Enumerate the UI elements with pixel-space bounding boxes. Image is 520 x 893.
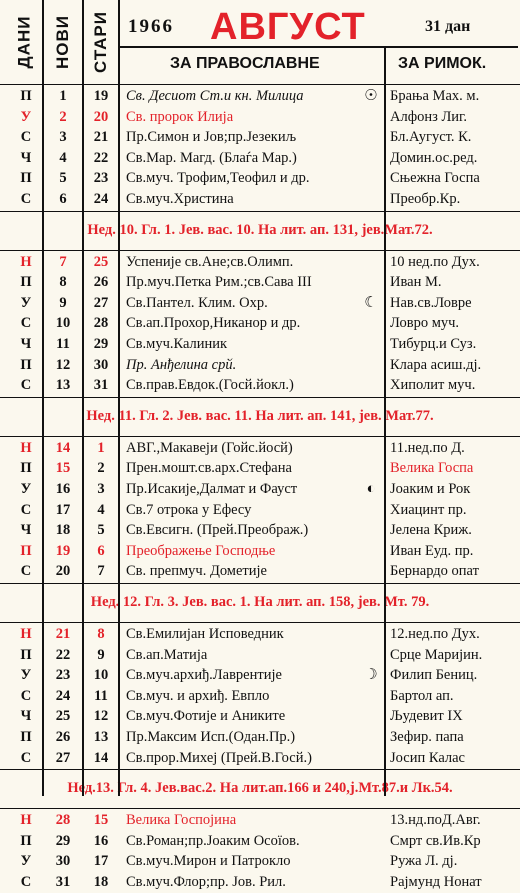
calendar-day-row <box>0 127 520 148</box>
orthodox-feast-cell: Св.Мар. Магд. (Блаѓа Мар.) <box>126 149 297 166</box>
new-date-cell: 27 <box>55 749 71 766</box>
header-divider <box>118 46 518 48</box>
orthodox-feast-cell: Св.муч. и архиђ. Евпло <box>126 687 270 704</box>
catholic-column-title: ЗА РИМОК. <box>398 55 487 72</box>
new-date-cell: 2 <box>59 108 67 125</box>
weekday-cell: П <box>20 832 32 849</box>
weekday-cell: У <box>20 108 32 125</box>
catholic-feast-cell: Ловро муч. <box>390 315 460 332</box>
catholic-feast-cell: Јоаким и Рок <box>390 480 471 497</box>
sunday-reading-line: Нед. 10. Гл. 1. Јев. вас. 10. На лит. ап. 131, јев.Мат.72. <box>87 221 433 238</box>
column-divider-orthodox <box>384 46 386 796</box>
week-top-rule <box>0 808 520 809</box>
weekday-cell: П <box>20 728 32 745</box>
catholic-feast-cell: Рајмунд Нонат <box>390 873 482 890</box>
week-block <box>0 810 520 892</box>
catholic-feast-cell: Домин.ос.ред. <box>390 149 478 166</box>
old-date-cell: 11 <box>94 687 108 704</box>
old-date-cell: 6 <box>97 542 105 559</box>
catholic-feast-cell: Клара асиш.дј. <box>390 356 482 373</box>
catholic-feast-cell: Смрт св.Ив.Кр <box>390 832 481 849</box>
orthodox-feast-cell: Св.Емилијан Исповедник <box>126 626 284 642</box>
old-date-cell: 7 <box>97 563 105 580</box>
new-date-cell: 7 <box>59 253 67 270</box>
new-date-cell: 12 <box>55 356 71 373</box>
weekday-cell: Н <box>20 253 32 270</box>
orthodox-feast-cell: Св.прор.Михеј (Прей.В.Госй.) <box>126 749 312 766</box>
orthodox-feast-cell: Св.муч.архиђ.Лаврентије <box>126 667 282 684</box>
weekday-cell: С <box>20 563 32 580</box>
catholic-feast-cell: Јосип Калас <box>390 749 465 766</box>
calendar-day-row <box>0 851 520 872</box>
old-date-cell: 26 <box>93 274 109 291</box>
calendar-day-row <box>0 810 520 831</box>
weekday-cell: П <box>20 274 32 291</box>
orthodox-column-title: ЗА ПРАВОСЛАВНЕ <box>170 55 320 72</box>
calendar-day-row <box>0 334 520 355</box>
old-date-cell: 28 <box>93 315 109 332</box>
weekday-cell: П <box>20 356 32 373</box>
catholic-feast-cell: Преобр.Кр. <box>390 190 461 207</box>
orthodox-feast-cell: Св.7 отрока у Ефесу <box>126 501 252 518</box>
orthodox-feast-cell: Св.муч.Мирон и Патрокло <box>126 853 291 870</box>
weekday-column-label: ДАНИ <box>14 15 34 69</box>
old-date-cell: 21 <box>93 129 109 146</box>
calendar-day-row <box>0 293 520 314</box>
moon-phase-icon: ☉ <box>364 88 378 104</box>
weekday-cell: С <box>20 129 32 146</box>
weekday-cell: С <box>20 315 32 332</box>
catholic-feast-cell: 10 нед.по Дух. <box>390 253 480 270</box>
week-top-rule <box>0 622 520 623</box>
old-date-cell: 12 <box>93 708 109 725</box>
weekday-cell: Н <box>20 626 32 642</box>
old-date-cell: 31 <box>93 377 109 394</box>
orthodox-feast-cell: Св.ап.Матија <box>126 646 208 663</box>
calendar-day-row <box>0 272 520 293</box>
weekday-cell: Н <box>20 812 32 829</box>
new-date-cell: 11 <box>56 335 70 352</box>
calendar-day-row <box>0 458 520 479</box>
calendar-day-row <box>0 665 520 686</box>
orthodox-feast-cell: Св. препмуч. Дометије <box>126 563 267 580</box>
calendar-day-row <box>0 831 520 852</box>
old-date-cell: 18 <box>93 873 109 890</box>
weekday-column-header <box>4 2 44 82</box>
orthodox-feast-cell: Св.муч.Христина <box>126 190 234 207</box>
new-date-cell: 5 <box>59 170 67 187</box>
new-calendar-column-header <box>44 2 82 82</box>
catholic-feast-cell: Иван М. <box>390 274 442 291</box>
weekday-cell: П <box>20 646 32 663</box>
weekday-cell: Ч <box>20 522 32 539</box>
orthodox-feast-cell: Св.Евсигн. (Прей.Преображ.) <box>126 522 309 539</box>
sunday-reading-line: Нед. 11. Гл. 2. Јев. вас. 11. На лит. ап. 141, јев. Мат.77. <box>86 407 434 424</box>
old-date-cell: 3 <box>97 480 105 497</box>
orthodox-feast-cell: Св.Роман;пр.Јоаким Осоїов. <box>126 832 300 849</box>
week-top-rule <box>0 250 520 251</box>
catholic-feast-cell: Тибурц.и Суз. <box>390 335 477 352</box>
old-date-cell: 1 <box>97 439 105 456</box>
new-date-cell: 3 <box>59 129 67 146</box>
old-date-cell: 4 <box>97 501 105 518</box>
new-date-cell: 6 <box>59 190 67 207</box>
catholic-feast-cell: Нав.св.Ловре <box>390 294 472 311</box>
new-calendar-column-label: НОВИ <box>53 15 72 69</box>
old-date-cell: 5 <box>97 522 105 539</box>
weekday-cell: Ч <box>20 149 32 166</box>
calendar-day-row <box>0 168 520 189</box>
moon-phase-icon: ☾ <box>364 294 378 311</box>
new-date-cell: 23 <box>55 667 71 684</box>
old-date-cell: 9 <box>97 646 105 663</box>
week-top-rule <box>0 84 520 85</box>
catholic-feast-cell: Срце Маријин. <box>390 646 483 663</box>
orthodox-feast-cell: Пр. Анђелина срй. <box>126 356 237 373</box>
new-date-cell: 19 <box>55 542 71 559</box>
catholic-feast-cell: Бартол ап. <box>390 687 454 704</box>
weekday-cell: С <box>20 749 32 766</box>
new-date-cell: 26 <box>55 728 71 745</box>
new-date-cell: 30 <box>55 853 71 870</box>
old-date-cell: 2 <box>97 460 105 477</box>
old-date-cell: 24 <box>93 190 109 207</box>
new-date-cell: 31 <box>55 873 71 890</box>
orthodox-feast-cell: Пр.Симон и Јов;пр.Језекиљ <box>126 129 297 146</box>
week-block <box>0 624 520 768</box>
orthodox-feast-cell: Св.муч.Фотије и Аниките <box>126 708 286 725</box>
calendar-day-row <box>0 189 520 210</box>
orthodox-feast-cell: Св.прав.Евдок.(Госй.йокл.) <box>126 377 294 394</box>
weekday-cell: П <box>20 88 32 104</box>
calendar-day-row <box>0 748 520 769</box>
catholic-feast-cell: Брања Мах. м. <box>390 88 480 104</box>
orthodox-feast-cell: АВГ.,Макавеји (Гойс.йосй) <box>126 439 293 456</box>
old-date-cell: 10 <box>93 667 109 684</box>
weekday-cell: С <box>20 377 32 394</box>
new-date-cell: 22 <box>55 646 71 663</box>
old-date-cell: 13 <box>93 728 109 745</box>
calendar-day-row <box>0 541 520 562</box>
catholic-feast-cell: Јелена Криж. <box>390 522 472 539</box>
old-date-cell: 14 <box>93 749 109 766</box>
orthodox-feast-cell: Св. пророк Илија <box>126 108 234 125</box>
catholic-feast-cell: Велика Госпа <box>390 460 474 477</box>
calendar-header <box>0 0 520 84</box>
catholic-feast-cell: Хиацинт пр. <box>390 501 467 518</box>
weekday-cell: С <box>20 190 32 207</box>
orthodox-feast-cell: Св.муч. Трофим,Теофил и др. <box>126 170 310 187</box>
calendar-day-row <box>0 479 520 500</box>
calendar-day-row <box>0 872 520 893</box>
new-date-cell: 14 <box>55 439 71 456</box>
old-date-cell: 19 <box>93 88 109 104</box>
new-date-cell: 8 <box>59 274 67 291</box>
orthodox-feast-cell: Велика Госпојина <box>126 812 237 829</box>
weekday-cell: У <box>20 667 32 684</box>
calendar-day-row <box>0 645 520 666</box>
old-date-cell: 8 <box>97 626 105 642</box>
catholic-feast-cell: 13.нд.поД.Авг. <box>390 812 481 829</box>
catholic-feast-cell: Зефир. папа <box>390 728 464 745</box>
orthodox-feast-cell: Пр.Максим Исп.(Одан.Пр.) <box>126 728 296 745</box>
week-block <box>0 86 520 210</box>
calendar-day-row <box>0 624 520 645</box>
catholic-feast-cell: Филип Бениц. <box>390 667 478 684</box>
new-date-cell: 13 <box>55 377 71 394</box>
calendar-day-row <box>0 706 520 727</box>
column-divider-new <box>82 0 84 796</box>
new-date-cell: 18 <box>55 522 71 539</box>
catholic-feast-cell: Хиполит муч. <box>390 377 476 394</box>
new-date-cell: 21 <box>55 626 71 642</box>
calendar-day-row <box>0 438 520 459</box>
old-date-cell: 27 <box>93 294 109 311</box>
orthodox-feast-cell: Св.муч.Флор;пр. Јов. Рил. <box>126 873 286 890</box>
new-date-cell: 15 <box>55 460 71 477</box>
calendar-day-row <box>0 355 520 376</box>
catholic-feast-cell: Ружа Л. дј. <box>390 853 458 870</box>
calendar-day-row <box>0 86 520 107</box>
weekday-cell: П <box>20 542 32 559</box>
new-date-cell: 1 <box>59 88 67 104</box>
calendar-day-row <box>0 727 520 748</box>
new-date-cell: 4 <box>59 149 67 166</box>
old-date-cell: 25 <box>93 253 109 270</box>
old-date-cell: 16 <box>93 832 109 849</box>
new-date-cell: 25 <box>55 708 71 725</box>
old-date-cell: 23 <box>93 170 109 187</box>
orthodox-feast-cell: Прен.мошт.св.арх.Стефана <box>126 460 292 477</box>
calendar-day-row <box>0 107 520 128</box>
orthodox-feast-cell: Успеније св.Ане;св.Олимп. <box>126 253 294 270</box>
calendar-day-row <box>0 375 520 396</box>
orthodox-feast-cell: Преображење Господње <box>126 542 276 559</box>
days-count: 31 дан <box>425 18 471 35</box>
catholic-feast-cell: Сњежна Госпа <box>390 170 480 187</box>
new-date-cell: 29 <box>55 832 71 849</box>
calendar-day-row <box>0 500 520 521</box>
new-date-cell: 17 <box>55 501 71 518</box>
week-block <box>0 438 520 582</box>
old-date-cell: 30 <box>93 356 109 373</box>
orthodox-feast-cell: Св.ап.Прохор,Никанор и др. <box>126 315 301 332</box>
moon-phase-icon: ☽ <box>364 667 378 684</box>
weekday-cell: С <box>20 687 32 704</box>
weekday-cell: У <box>20 853 32 870</box>
moon-phase-icon: ◐ <box>366 480 376 497</box>
year-label: 1966 <box>128 16 174 37</box>
new-date-cell: 28 <box>55 812 71 829</box>
weekday-cell: Ч <box>20 708 32 725</box>
new-date-cell: 24 <box>55 687 71 704</box>
week-block <box>0 252 520 396</box>
old-date-cell: 20 <box>93 108 109 125</box>
new-date-cell: 10 <box>55 315 71 332</box>
calendar-day-row <box>0 520 520 541</box>
weekday-cell: У <box>20 294 32 311</box>
column-divider-weekday <box>42 0 44 796</box>
weekday-cell: Н <box>20 439 32 456</box>
weekday-cell: С <box>20 873 32 890</box>
catholic-feast-cell: Алфонз Лиг. <box>390 108 467 125</box>
catholic-feast-cell: 11.нед.по Д. <box>390 439 465 456</box>
weekday-cell: У <box>20 480 32 497</box>
weekday-cell: Ч <box>20 335 32 352</box>
old-calendar-column-label: СТАРИ <box>91 10 111 74</box>
old-calendar-column-header <box>82 2 120 82</box>
old-date-cell: 15 <box>93 812 109 829</box>
catholic-feast-cell: 12.нед.по Дух. <box>390 626 480 642</box>
orthodox-feast-cell: Св. Десиот Ст.и кн. Милица <box>126 88 304 104</box>
weekday-cell: П <box>20 170 32 187</box>
orthodox-feast-cell: Пр.Исакије,Далмат и Фауст <box>126 480 298 497</box>
orthodox-feast-cell: Пр.муч.Петка Рим.;св.Сава III <box>126 274 312 291</box>
sunday-reading-line: Нед.13. Гл. 4. Јев.вас.2. На лит.ап.166 и 240,ј.Мт.87.и Лк.54. <box>67 780 453 797</box>
old-date-cell: 22 <box>93 149 109 166</box>
calendar-day-row <box>0 686 520 707</box>
calendar-day-row <box>0 148 520 169</box>
catholic-feast-cell: Иван Еуд. пр. <box>390 542 474 559</box>
week-top-rule <box>0 436 520 437</box>
orthodox-feast-cell: Св.Пантел. Клим. Охр. <box>126 294 268 311</box>
new-date-cell: 16 <box>55 480 71 497</box>
catholic-feast-cell: Бл.Аугуст. К. <box>390 129 472 146</box>
calendar-day-row <box>0 252 520 273</box>
weekday-cell: С <box>20 501 32 518</box>
weekday-cell: П <box>20 460 32 477</box>
old-date-cell: 17 <box>93 853 109 870</box>
old-date-cell: 29 <box>93 335 109 352</box>
calendar-day-row <box>0 313 520 334</box>
orthodox-feast-cell: Св.муч.Калиник <box>126 335 228 352</box>
new-date-cell: 20 <box>55 563 71 580</box>
catholic-feast-cell: Бернардо опат <box>390 563 479 580</box>
catholic-feast-cell: Људевит IX <box>390 708 463 725</box>
month-title: АВГУСТ <box>210 6 366 48</box>
column-divider-old <box>118 0 120 796</box>
calendar-day-row <box>0 561 520 582</box>
new-date-cell: 9 <box>59 294 67 311</box>
sunday-reading-line: Нед. 12. Гл. 3. Јев. вас. 1. На лит. ап. 158, јев. Мт. 79. <box>90 594 430 610</box>
